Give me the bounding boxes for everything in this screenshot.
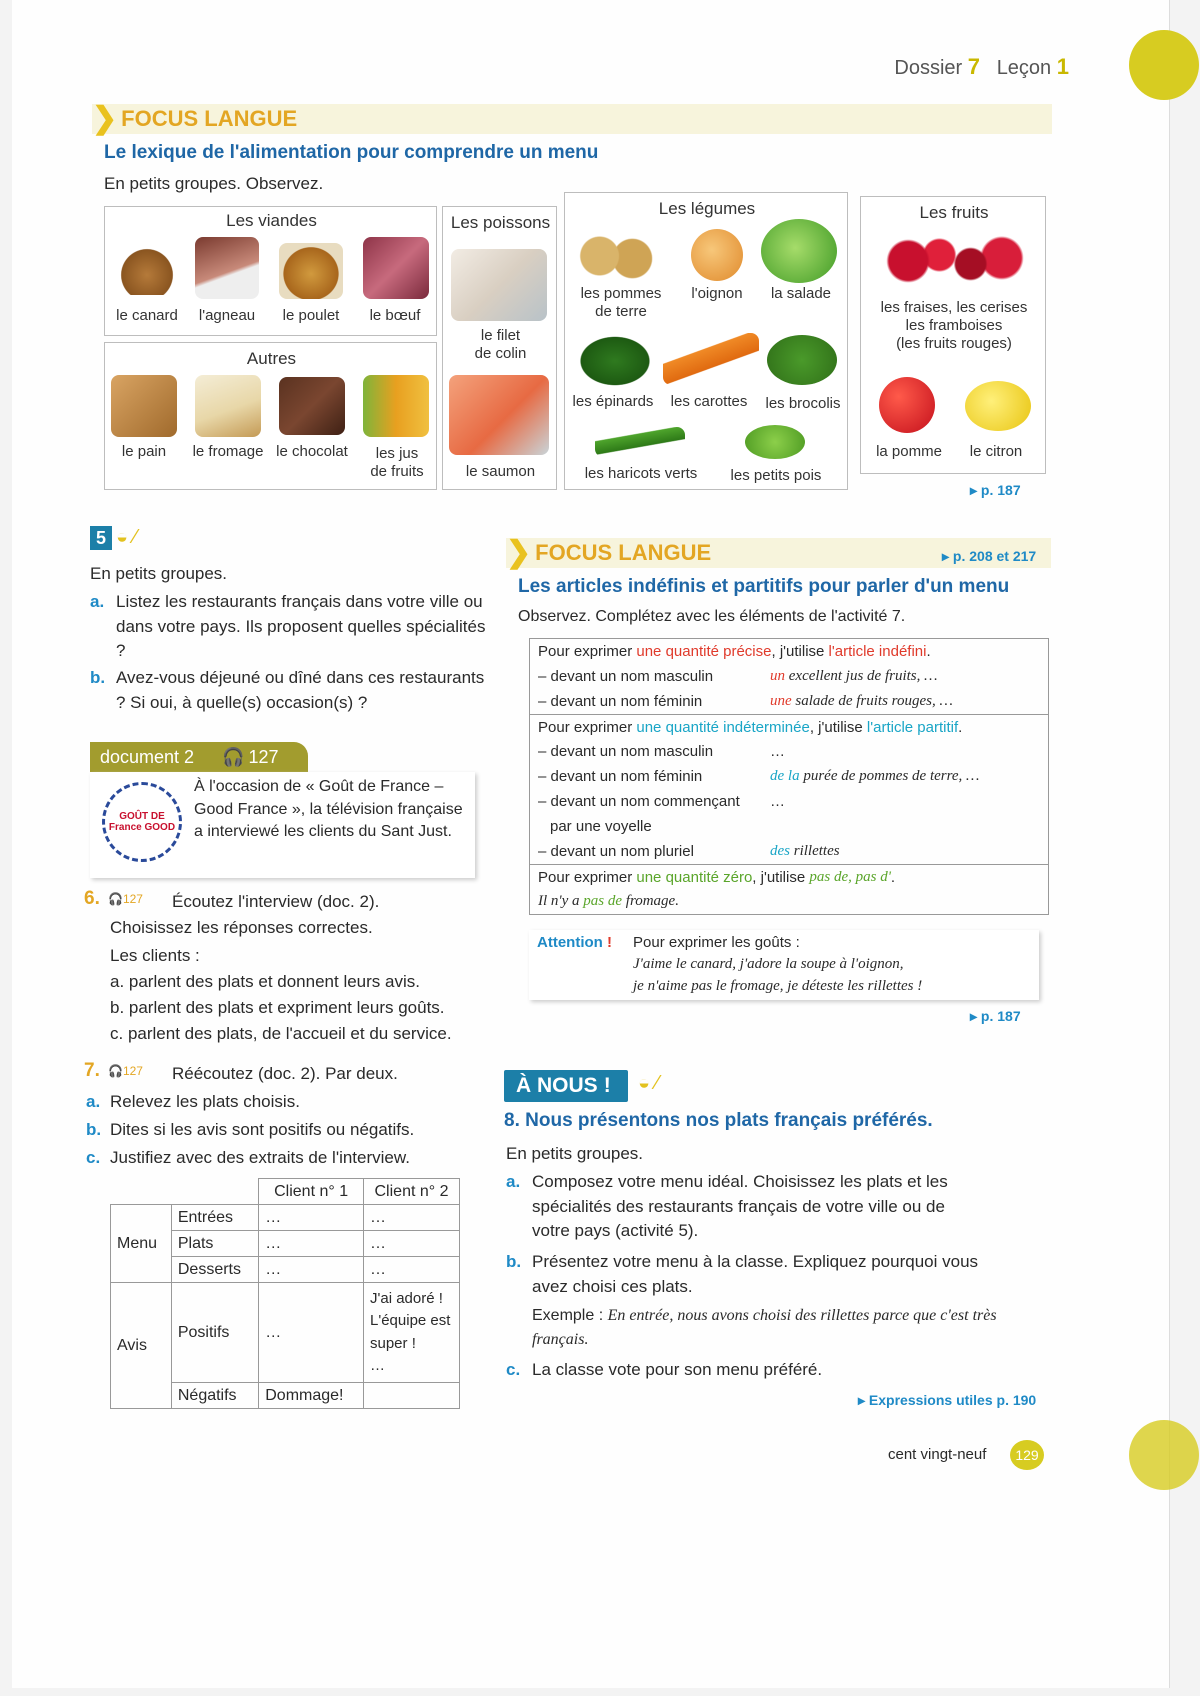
audio-track: 127 xyxy=(122,1064,143,1078)
viandes-title: Les viandes xyxy=(226,211,317,230)
txt: Pour exprimer xyxy=(538,718,637,736)
oignon-image xyxy=(691,229,743,281)
audio-icon: 🎧127 xyxy=(108,892,143,906)
chevron-icon: ❯ xyxy=(92,102,118,135)
txt-quantite-indeterminee: une quantité indéterminée xyxy=(636,718,810,736)
carottes-image xyxy=(663,333,759,385)
colin-image xyxy=(451,249,547,321)
attention-line-2: je n'aime pas le fromage, je déteste les rillettes ! xyxy=(633,978,923,994)
activity-8-title: Nous présentons nos plats français préférés. xyxy=(525,1110,933,1131)
cell[interactable]: … xyxy=(259,1205,364,1231)
pain-image xyxy=(111,375,177,437)
txt: . xyxy=(890,868,896,886)
txt: , j'utilise xyxy=(809,718,867,736)
jus-label: les jus de fruits xyxy=(370,445,424,480)
activity-7-item-a: Relevez les plats choisis. xyxy=(110,1092,300,1111)
legumes-box xyxy=(564,192,848,490)
activity-6-lead: Les clients : xyxy=(110,946,200,965)
txt-pas-de: pas de, pas d' xyxy=(809,868,891,885)
document-label: document 2 xyxy=(100,746,195,767)
activity-6-title: Écoutez l'interview (doc. 2). xyxy=(172,892,380,911)
a-nous-badge xyxy=(504,1070,628,1102)
articles-table xyxy=(529,638,1049,915)
viandes-box xyxy=(104,206,437,336)
poulet-image xyxy=(279,243,343,299)
activity-8-heading xyxy=(504,1110,933,1132)
dots[interactable]: … xyxy=(770,793,785,810)
chevron-icon: ❯ xyxy=(506,536,532,569)
row-avis: Avis xyxy=(111,1283,172,1409)
poulet-label: le poulet xyxy=(282,307,340,324)
txt: – devant un nom masculin xyxy=(538,668,714,685)
canard-label: le canard xyxy=(116,307,178,324)
attention-line-1: J'aime le canard, j'adore la soupe à l'oignon, xyxy=(633,956,904,972)
activity-7-letter-c: c. xyxy=(86,1148,101,1167)
ex xyxy=(770,668,937,685)
page-number-words: cent vingt-neuf xyxy=(888,1446,987,1463)
activity-7-table xyxy=(110,1178,460,1409)
cell-positif-client-2[interactable] xyxy=(364,1283,460,1383)
ex-text: salade de fruits rouges, … xyxy=(791,693,953,709)
cell[interactable]: … xyxy=(259,1283,364,1383)
row-precise xyxy=(530,639,1048,664)
boeuf-image xyxy=(363,237,429,299)
dossier-number: 7 xyxy=(967,54,981,79)
activity-5-question-a: Listez les restaurants français dans votre ville ou dans votre pays. Ils proposent quelles spécialités ? xyxy=(116,592,486,661)
dossier-label: Dossier xyxy=(894,57,963,79)
txt: , j'utilise xyxy=(771,643,829,660)
salade-image xyxy=(761,219,837,283)
ex-art: des xyxy=(770,843,790,859)
logo-text: GOÛT DE France GOOD xyxy=(108,811,176,833)
row-zero xyxy=(530,864,1048,889)
example-text: En entrée, nous avons choisi des rillettes parce que c'est très français. xyxy=(532,1307,997,1348)
focus1-instruction: En petits groupes. Observez. xyxy=(104,174,324,193)
expressions-utiles-link[interactable]: ▸ Expressions utiles p. 190 xyxy=(858,1392,1037,1408)
txt: – devant un nom masculin xyxy=(538,743,714,760)
row-plats: Plats xyxy=(171,1231,258,1257)
row-voy xyxy=(530,789,1048,814)
carottes-label: les carottes xyxy=(670,393,748,410)
activity-7-number: 7. xyxy=(84,1060,100,1081)
activity-8-letter-c: c. xyxy=(506,1360,521,1379)
cell[interactable]: … xyxy=(364,1231,460,1257)
oignon-label: l'oignon xyxy=(691,285,743,302)
row-fem xyxy=(530,689,1048,714)
row-entrees: Entrées xyxy=(171,1205,258,1231)
activity-8-item-c: La classe vote pour son menu préféré. xyxy=(532,1360,823,1379)
focus2-ref-link[interactable]: ▸ p. 208 et 217 xyxy=(942,548,1037,564)
attention-box xyxy=(529,930,1039,1000)
ex xyxy=(770,843,840,860)
footer-decoration xyxy=(1129,1420,1199,1490)
focus2-title: Les articles indéfinis et partitifs pour parler d'un menu xyxy=(518,576,1010,597)
pain-label: le pain xyxy=(121,443,167,460)
activity-6-option-a[interactable]: a. parlent des plats et donnent leurs avis. xyxy=(110,972,420,991)
cell[interactable]: … xyxy=(259,1257,364,1283)
haricots-label: les haricots verts xyxy=(584,465,698,482)
citron-label: le citron xyxy=(969,443,1023,460)
txt: . xyxy=(958,718,963,736)
fruits-rouges-image xyxy=(877,231,1033,291)
cell[interactable]: … xyxy=(364,1205,460,1231)
boeuf-label: le bœuf xyxy=(369,307,421,324)
activity-5-badge: 5 xyxy=(90,526,112,550)
fromage-label: le fromage xyxy=(192,443,264,460)
brocolis-label: les brocolis xyxy=(765,395,841,412)
autres-box xyxy=(104,342,437,490)
attention-intro: Pour exprimer les goûts : xyxy=(633,934,800,951)
activity-8-letter-b: b. xyxy=(506,1252,522,1271)
agneau-image xyxy=(195,237,259,299)
activity-7-title: Réécoutez (doc. 2). Par deux. xyxy=(172,1064,398,1083)
petits-pois-label: les petits pois xyxy=(730,467,822,484)
autres-title: Autres xyxy=(246,349,297,368)
fruits-box xyxy=(860,196,1046,474)
saumon-label: le saumon xyxy=(465,463,536,480)
poissons-title: Les poissons xyxy=(450,213,551,232)
jus-image xyxy=(363,375,429,437)
activity-7-item-c: Justifiez avec des extraits de l'interview. xyxy=(110,1148,410,1167)
activity-7-item-b: Dites si les avis sont positifs ou négatifs. xyxy=(110,1120,415,1139)
fruits-title: Les fruits xyxy=(919,203,989,222)
activity-6-subtitle: Choisissez les réponses correctes. xyxy=(110,918,373,937)
activity-8-example xyxy=(532,1304,1042,1352)
gout-de-france-logo xyxy=(102,782,182,862)
activity-7-letter-b: b. xyxy=(86,1120,102,1139)
activity-8-letter-a: a. xyxy=(506,1172,521,1191)
focus-label: FOCUS LANGUE xyxy=(121,106,298,131)
a-nous-label: À NOUS xyxy=(516,1074,598,1097)
activity-8-item-b: Présentez votre menu à la classe. Expliquez pourquoi vous avez choisi ces plats. xyxy=(532,1252,979,1296)
activity-5-letter-b: b. xyxy=(90,668,106,687)
audio-track: 127 xyxy=(248,746,279,767)
focus-langue-banner-1 xyxy=(92,104,1052,134)
ex-text: purée de pommes de terre, … xyxy=(799,768,980,784)
cell-negatif-client-1[interactable]: Dommage! xyxy=(259,1383,364,1409)
epinards-label: les épinards xyxy=(572,393,654,410)
fruits-rouges-label: les fraises, les cerises les framboises (les fruits rouges) xyxy=(880,299,1028,352)
page-number: 129 xyxy=(1010,1440,1044,1470)
activity-5-letter-a: a. xyxy=(90,592,105,611)
activity-5-intro: En petits groupes. xyxy=(90,564,228,583)
txt-quantite-zero: une quantité zéro xyxy=(636,868,753,886)
txt: , j'utilise xyxy=(752,868,810,886)
textbook-page xyxy=(12,0,1170,1688)
colin-label: le filet de colin xyxy=(474,327,527,362)
citron-image xyxy=(965,381,1031,431)
txt: – devant un nom commençant xyxy=(538,793,740,810)
legumes-title: Les légumes xyxy=(658,199,756,218)
brocolis-image xyxy=(767,335,837,385)
pommes-de-terre-image xyxy=(575,231,657,281)
document-2-text: À l'occasion de « Goût de France – Good France », la télévision française a interviewé les clients du Sant Just. xyxy=(194,778,463,841)
txt: – devant un nom féminin xyxy=(538,693,703,710)
txt-article-indefini: l'article indéfini xyxy=(828,643,927,660)
ex-text: rillettes xyxy=(790,843,840,859)
lecon-label: Leçon xyxy=(996,57,1052,79)
salade-label: la salade xyxy=(770,285,832,302)
txt: – devant un nom pluriel xyxy=(538,843,694,860)
ex-art: une xyxy=(770,693,792,709)
activity-6-number: 6. xyxy=(84,888,100,909)
txt: par une voyelle xyxy=(550,818,652,835)
txt: Il n'y a xyxy=(538,893,584,909)
activity-8-item-a: Composez votre menu idéal. Choisissez les plats et les spécialités des restaurants français de votre ville ou de votre pays (activité 5). xyxy=(532,1172,948,1241)
txt: . xyxy=(926,643,931,660)
speak-write-icon: ◒ ⁄ xyxy=(116,526,137,548)
fromage-image xyxy=(195,375,261,437)
document-2-box xyxy=(90,772,475,878)
dots[interactable]: … xyxy=(770,743,785,760)
txt: fromage. xyxy=(622,893,679,909)
cell[interactable] xyxy=(364,1383,460,1409)
cell-positif-text: J'ai adoré ! L'équipe est super ! xyxy=(370,1289,451,1352)
row-masc2 xyxy=(530,739,1048,764)
focus2-instruction: Observez. Complétez avec les éléments de l'activité 7. xyxy=(518,608,906,625)
row-zero-ex xyxy=(530,889,1048,914)
txt-pas-de: pas de xyxy=(583,893,623,909)
row-plur xyxy=(530,839,1048,864)
audio-icon: 🎧127 xyxy=(108,1064,143,1078)
exclamation-icon: ! xyxy=(607,934,612,951)
txt: Pour exprimer xyxy=(538,868,637,886)
page-header xyxy=(894,54,1069,80)
row-voy2 xyxy=(530,814,1048,839)
headphones-icon: 🎧 xyxy=(222,746,245,767)
chocolat-label: le chocolat xyxy=(276,443,348,460)
example-label: Exemple : xyxy=(532,1307,604,1324)
cell[interactable]: … xyxy=(364,1257,460,1283)
ex-art: un xyxy=(770,668,785,684)
ex-text: excellent jus de fruits, … xyxy=(785,668,938,684)
saumon-image xyxy=(449,375,549,455)
pomme-image xyxy=(879,377,935,433)
txt: – devant un nom féminin xyxy=(538,768,703,785)
row-indet xyxy=(530,714,1048,739)
row-positifs: Positifs xyxy=(171,1283,258,1383)
attention-text: Attention xyxy=(537,934,603,951)
row-negatifs: Négatifs xyxy=(171,1383,258,1409)
row-menu: Menu xyxy=(111,1205,172,1283)
petits-pois-image xyxy=(745,425,805,459)
activity-8-intro: En petits groupes. xyxy=(506,1144,644,1163)
exclamation-icon: ! xyxy=(603,1074,611,1097)
header-decoration xyxy=(1129,30,1199,100)
poissons-box xyxy=(442,206,557,490)
pommes-de-terre-label: les pommes de terre xyxy=(580,285,662,320)
attention-label xyxy=(537,934,612,951)
chocolat-image xyxy=(279,377,345,435)
pomme-label: la pomme xyxy=(876,443,942,460)
epinards-image xyxy=(575,333,655,389)
activity-7-letter-a: a. xyxy=(86,1092,101,1111)
row-fem2 xyxy=(530,764,1048,789)
txt-article-partitif: l'article partitif xyxy=(866,718,959,736)
txt-quantite-precise: une quantité précise xyxy=(636,643,772,660)
haricots-image xyxy=(595,427,685,457)
focus1-ref-link[interactable]: ▸ p. 187 xyxy=(970,482,1021,498)
agneau-label: l'agneau xyxy=(198,307,256,324)
row-masc xyxy=(530,664,1048,689)
canard-image xyxy=(117,245,177,295)
focus2-ref2-link[interactable]: ▸ p. 187 xyxy=(970,1008,1021,1024)
ex-art: de la xyxy=(770,768,800,784)
focus1-title: Le lexique de l'alimentation pour comprendre un menu xyxy=(104,142,599,163)
activity-5-question-b: Avez-vous déjeuné ou dîné dans ces restaurants ? Si oui, à quelle(s) occasion(s) ? xyxy=(116,668,485,712)
focus-label: FOCUS LANGUE xyxy=(535,540,712,565)
txt: Pour exprimer xyxy=(538,643,637,660)
cell[interactable]: … xyxy=(259,1231,364,1257)
lecon-number: 1 xyxy=(1056,54,1069,79)
speak-write-icon: ◒ ⁄ xyxy=(638,1072,659,1094)
activity-8-number: 8. xyxy=(504,1110,520,1131)
activity-6-option-c[interactable]: c. parlent des plats, de l'accueil et du service. xyxy=(110,1024,452,1043)
document-2-tab xyxy=(90,742,308,772)
col-client-1: Client n° 1 xyxy=(259,1179,364,1205)
row-desserts: Desserts xyxy=(171,1257,258,1283)
ex xyxy=(770,693,953,710)
cell-dots: … xyxy=(370,1357,385,1374)
col-client-2: Client n° 2 xyxy=(364,1179,460,1205)
ex xyxy=(770,768,979,785)
audio-track: 127 xyxy=(122,892,143,906)
activity-6-option-b[interactable]: b. parlent des plats et expriment leurs goûts. xyxy=(110,998,445,1017)
